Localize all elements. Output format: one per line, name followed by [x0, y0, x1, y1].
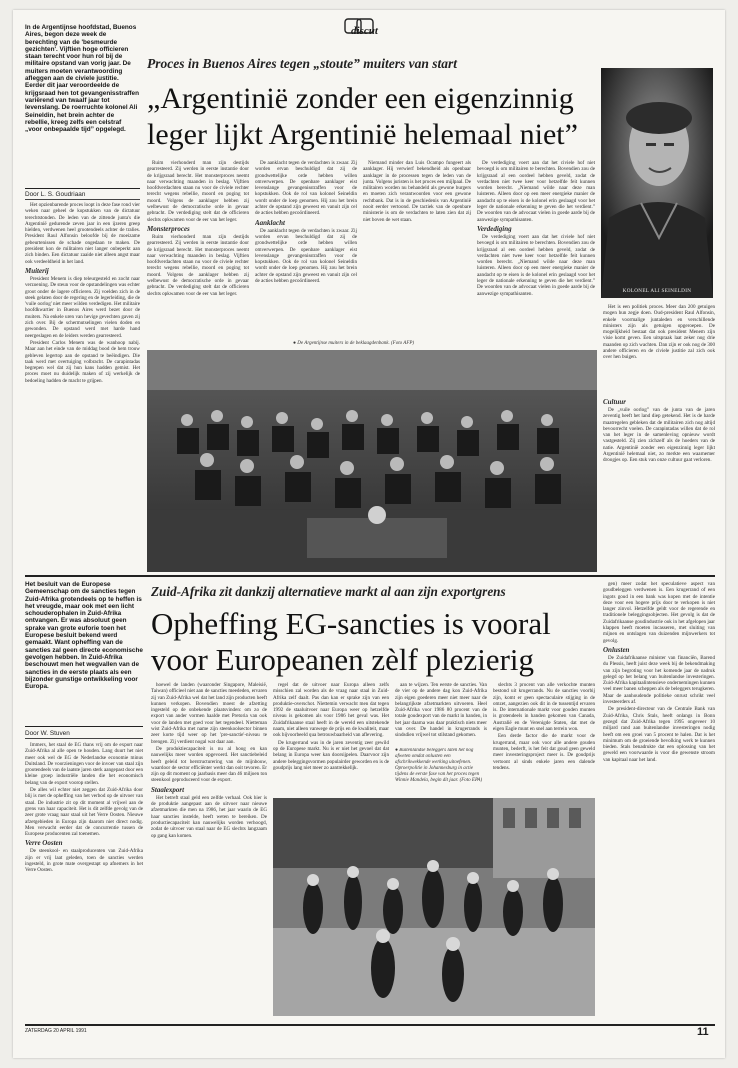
riot-image [273, 798, 595, 1016]
subhead-monsterproces: Monsterproces [147, 224, 190, 233]
courtroom-image [147, 350, 597, 572]
article2-headline-line2: voor Europeanen zèlf plezierig [151, 642, 535, 677]
subhead-muiterij: Muiterij [25, 266, 49, 275]
article1-paragraph: President Carlos Menem was de wanhoop nabij. Maar aan het einde van de middag bood de hem trouw gebleven legertop aan de opstand te beëindigen. Die taak werd met overtuiging volbracht. De carapintadas begrepen wel dat zij hun kans hadden gemist. Het proces moet nu duidelijk maken of zij werkelijk de bedoeling hadden de macht te grijpen. [25, 339, 140, 384]
article1-paragraph: Het is een politiek proces. Meer dan 200 getuigen mogen hun zegje doen. Oud-president Raul Alfonsin, enkele voormalige juntaleden en verschillende ministers zijn als getuigen opgeroepen. De mogelijkheid bestaat dat ook president Menem zijn visie komt geven. Een uitspraak laat zeker nog drie maanden op zich wachten. Dan zijn er ook nog de 300 andere officieren en de civiele justitie zal zich ook over hen buigen. [603, 304, 715, 361]
article2-paragraph: Een derde factor die de markt voor de krugerrand, maar ook voor alle andere gouden munten, bederft, is het feit dat goud geen geweld meer investeringsproject meer is. De goudprijs vertoont al sinds enkele jaren een dalende tendens. [493, 733, 595, 771]
article1-headline-line1: „Argentinië zonder een eigenzinnig [147, 82, 574, 115]
lead-rule [25, 726, 143, 727]
article2-paragraph: De president-directeur van de Centrale Bank van Zuid-Afrika, Chris Stals, heeft onlangs in Bonn gezegd dat Zuid-Afrika tegen 1995 ongeveer 10 miljard rand aan buitenlandse investeringen nodig heeft om een groei van 5 procent te halen. Dat is het minimum om de groeiende bevolking werk te kunnen bieden. Stals benadrukte dat een oplossing van het geweld een voorwaarde is voor die gewenste stroom van kapitaal naar het land. [603, 706, 715, 763]
article2-col6 [603, 581, 715, 1020]
article1-paragraph: De aanklacht tegen de verdachten is zwaar. Zij worden ervan beschuldigd dat zij de grondwettelijke orde hebben willen omverwerpen. De openbare aanklager eist levenslange gevangenisstraffen voor de kopstukken. Ook de rol van kolonel Seineldin wordt onder de loep genomen. Hij zou het brein achter de opstand zijn geweest en vanuit zijn cel de acties hebben gecoördineerd. [255, 227, 357, 285]
subhead-verre-oosten: Verre Oosten [25, 839, 63, 848]
article2-col4 [395, 682, 487, 744]
subhead-onlusten: Onlusten [603, 645, 630, 654]
subhead-cultuur: Cultuur [603, 398, 626, 406]
lead-rule [25, 188, 140, 189]
subhead-verdediging: Verdediging [477, 224, 512, 233]
portrait-caption: KOLONEL ALI SEINELDIN [622, 288, 692, 294]
logo-text: discut [351, 25, 378, 37]
subhead-aanklacht: Aanklacht [255, 218, 285, 227]
article1-paragraph: Niemand minder dan Luis Ocampo fungeert als aanklager. Hij verwierf bekendheid als openbaar aanklager in de processen tegen de leden van de junta. Volgens juristen is het proces een mijlpaal. De militairen worden nu behandeld als gewone burgers en moeten zich verantwoorden voor een gewone rechtbank. Dat is in de geschiedenis van Argentinië nooit eerder vertoond. De tactiek van de openbare ministerie is om de verdachten te laten zien dat zij niet boven de wet staan. [363, 160, 471, 223]
subhead-staalexport: Staalexport [151, 785, 185, 794]
article2-paragraph: regel dat de uitvoer naar Europa alleen zelfs misschien zal worden als de vraag naar staal in Zuid-Afrika zelf daalt. Pas dan kan er sprake zijn van een produktie-overschot. Niettemin verwacht men dat tegen 1992 de staaluitvoer naar Europa weer op hetzelfde niveau is gekomen als voor 1986 het geval was. Het Zuidafrikaanse staal heeft in de wereld een uitstekende naam, niet alleen vanwege de prijs en de kwaliteit, maar ook bijvoorbeeld qua betrouwbaarheid van aflevering. [273, 682, 389, 739]
article2-paragraph: aan te wijzen. Ten eerste de sancties. Van de vier op de andere dag kon Zuid-Afrika zijn eigen goederen meer niet meer naar de belangrijkste afzetmarkten uitvoeren. Heel Zuid-Afrika voor 1986 80 procent van de totale goudexport van de markt in handen, in het jaar daarna was daar praktisch niets meer van over. De handel in krugerrands is sindsdien vrijwel tot stilstand gekomen. [395, 682, 487, 739]
courtroom-caption: ● De Argentijnse muiters in de beklaagdenbank. (Foto AFP) [293, 341, 415, 346]
article2-paragraph: De steenkool- en staalproducenten van Zuid-Afrika zijn er vrij laat geleden, toen de sancties werden ingesteld, in grote mate overgestapt op afnemers in het Verre Oosten. [25, 848, 143, 874]
article2-headline-line1: Opheffing EG-sancties is vooral [151, 606, 551, 641]
article1-paragraph: Ruim vierhonderd man zijn destijds gearresteerd. Zij werden in eerste instantie door de krijgsraad berecht. Het monsterproces neemt naar verwachting maanden in beslag. Vijftien hoofdverdachten staan nu voor de civiele rechter terecht wegens rebellie, moord en poging tot moord. Volgens de aanklager hebben zij welbewust de democratische orde in gevaar gebracht. De verdediging stelt dat de officieren slechts opkwamen voor de eer van het leger. [147, 233, 249, 297]
article1-col1 [25, 202, 140, 570]
article2-paragraph: gen) meer zodat het speculatieve aspect van goudbeleggen verdwenen is. Een krugerrand of een ingots goud in een bank was kopen met de intentie deze voor een hogere prijs door te verkopen is niet langer zinvol. Hetzelfde geldt voor de regerende en traditionele beleggingsobjecten. Het gevolg is dat de Zuidafrikaanse goudindustrie ook in het afgelopen jaar klappen heeft moeten incasseren, met sluiting van mijnen en ontslagen van duizenden mijnwerkers tot gevolg. [603, 581, 715, 644]
article1-paragraph: De verdediging voert aan dat het civiele hof niet bevoegd is om militairen te berechten. Bovendien zou de krijgsraad al een oordeel hebben geveld, zodat de verdachten niet twee keer voor hetzelfde feit kunnen worden berecht. „Niemand wilde naar deze man luisteren. Alleen door op een meer energieke manier de aandacht op te eisen is de kolonel erin geslaagd voor het leger de nationale erkenning te geven die het verdient.” De woorden van de advocaat vielen in goede aarde bij de aanwezige sympathisanten. [477, 160, 595, 223]
newspaper-page [13, 10, 725, 1058]
article2-paragraph: De alles wil echter niet zeggen dat Zuid-Afrika door blij is met de opheffing van het verbod op de uitvoer van staal. De industrie zit op dit moment al vrijwel aan de grens van haar capaciteit. Het is dit zelfde gevolg van de zeer grote vraag naar staal uit het Verre Oosten. Nieuwe afzetgebieden in Europa zijn daarom niet direct nodig. Men verwacht eerder dat de concurrentie tussen de Europese producenten zal toenemen. [25, 787, 143, 838]
article1-headline-line2: leger lijkt Argentinië helemaal niet” [147, 118, 578, 151]
courtroom-photo [147, 350, 597, 572]
masthead-logo [339, 16, 409, 38]
article2-paragraph: slechts 3 procent van alle verkochte munten bestond uit krugerrands. Nu de sancties voorbij zijn, komt er geen spectaculaire stijging in de omzet, aangezien ook dit in de tussentijd ervaren is. De internationale markt voor gouden munten is grotendeels in handen gekomen van Canada, Australië en de Verenigde Staten, dat met de eigen Eagle munt en snel aan terrein won. [493, 682, 595, 733]
article1-paragraph: De „vuile oorlog” van de junta van de jaren zeventig heeft het land diep getekend. Het is de harde maatregelen gebleken dat de militairen zich nog altijd bevoorrecht voelen. De carapintadas willen dat de rol van het leger in de samenleving opnieuw wordt vastgesteld. Zij zien zichzelf als de hoeders van de natie. Argentinië zonder een eigenzinnig leger lijkt Argentinië helemaal niet, zo merkte een waarnemer droogjes op. Een stuk van onze cultuur gaat verloren. [603, 407, 715, 464]
portrait-image [601, 68, 713, 298]
article2-col5 [493, 682, 595, 794]
article2-paragraph: De Zuidafrikaanse minister van financiën, Barend du Plessis, heeft juist deze week bij de bekendmaking van zijn begroting voor het komende jaar de nadruk gelegd op het belang van buitenlandse investeringen. Zuid-Afrika kapitaalintensieve ondernemingen kunnen veel meer banen scheppen als de beleggers terugkeren. Maar de aanhoudende politieke onrust schrikt veel investeerders af. [603, 654, 715, 706]
article1-col4 [363, 160, 471, 338]
article1-col2 [147, 160, 249, 338]
article1-col5 [477, 160, 595, 338]
article2-col2 [151, 682, 267, 1020]
article1-col7 [603, 396, 715, 572]
riot-photo [273, 798, 595, 1016]
riot-caption: ● Buitenlandse beleggers laten het nog afweten omdat onlusten een afschrikwekkende werking uitoefenen. Oproerpolitie in Johannesburg in actie tijdens de eerste fase van het proces tegen Winnie Mandela, begin dit jaar. (Foto EPA) [395, 748, 483, 783]
article2-paragraph: De produktiecapaciteit is nu al hoog en kan nauwelijks meer worden opgevoerd. Het sanctiebeleid heeft geleid tot herstructurering van de mijnbouw, waardoor de sector efficiënter werkt dan ooit tevoren. Er zijn op dit moment op jaarbasis meer dan 46 miljoen ton steenkool geproduceerd voor de export. [151, 745, 267, 784]
footer-rule [25, 1024, 715, 1026]
article1-paragraph: President Menem is diep teleurgesteld en zocht naar verzoening. De steun voor de opstandelingen was echter groot onder de lagere officieren. Zij voelden zich in de steek gelaten door de regering en de legerleiding, die de 'vuile oorlog' niet meer wilden verdedigen. Het militaire hoofdkwartier in Buenos Aires werd bezet door de muiters. Na enkele uren van hevige gevechten gaven zij zich over. Bij de schermutselingen vielen doden en gewonden. De opstand werd met harde hand neergeslagen en de leiders werden gearresteerd. [25, 275, 140, 339]
article2-paragraph: De krugerrand was in de jaren zeventig zeer gewild op de Europese markt. Nu is er niet het gevoel dat dat belang in Europa weer kan doorsijpelen. Daarvoor zijn andere beleggingsvormen populairder geworden en is de goudprijs lang niet meer zo aantrekkelijk. [273, 739, 389, 771]
page-number: 11 [697, 1026, 709, 1038]
footer-date: ZATERDAG 20 APRIL 1991 [25, 1028, 87, 1034]
article1-byline: Door L. S. Goudriaan [25, 191, 140, 200]
article1-col3 [255, 160, 357, 338]
article1-paragraph: De verdediging voert aan dat het civiele hof niet bevoegd is om militairen te berechten. Bovendien zou de krijgsraad al een oordeel hebben geveld, zodat de verdachten niet twee keer voor hetzelfde feit kunnen worden berecht. „Niemand wilde naar deze man luisteren. Alleen door op een meer energieke manier de aandacht op te eisen is de kolonel erin geslaagd voor het leger de nationale erkenning te geven die het verdient.” De woorden van de advocaat vielen in goede aarde bij de aanwezige sympathisanten. [477, 233, 595, 297]
article2-paragraph: hoewel de landen (waaronder Singapore, Maleisië, Taiwan) officieel niet aan de sancties meededen, ervaren zij van Zuid-Afrika wel dat het land zijn producten heeft kunnen verkopen. Bovendien moest de afzetting ingesteld op de onbekende plaatsvinden: om zo de export van ander vormen haalde met Pretoria van ook voor de landen met goed voor het tegendeel. Nietteman wist Zuid-Afrika met name zijn steenkoolsector binnen zeer korte tijd weer op het 'pre-sanctie'-niveau te brengen. Zij verdient nogal wat daar aan. [151, 682, 267, 745]
article1-paragraph: De aanklacht tegen de verdachten is zwaar. Zij worden ervan beschuldigd dat zij de grondwettelijke orde hebben willen omverwerpen. De openbare aanklager eist levenslange gevangenisstraffen voor de kopstukken. Ook de rol van kolonel Seineldin wordt onder de loep genomen. Hij zou het brein achter de opstand zijn geweest en vanuit zijn cel de acties hebben gecoördineerd. [255, 160, 357, 217]
article1-col6 [603, 304, 715, 394]
article1-lead: In de Argentijnse hoofdstad, Buenos Aires, begon deze week de berechting van de 'besmeurde gezichten'. Vijftien hoge officieren staan terecht voor hun rol bij de militaire opstand van vorig jaar. De muiters moeten verantwoording afleggen aan de civiele justitie. Eerder dit jaar veroordeelde de krijgsraad hen tot gevangenisstraffen variërend van twaalf jaar tot levenslang. De roerruchte kolonel Ali Seineldin, het brein achter de rebellie, kreeg zelfs een celstraf „voor onbepaalde tijd” opgelegd. [25, 24, 139, 134]
article1-paragraph: Ruim vierhonderd man zijn destijds gearresteerd. Zij werden in eerste instantie door de krijgsraad berecht. Het monsterproces neemt naar verwachting maanden in beslag. Vijftien hoofdverdachten staan nu voor de civiele rechter terecht wegens rebellie, moord en poging tot moord. Volgens de aanklager hebben zij welbewust de democratische orde in gevaar gebracht. De verdediging stelt dat de officieren slechts opkwamen voor de eer van het leger. [147, 160, 249, 223]
section-divider [25, 575, 715, 577]
article2-col3 [273, 682, 389, 794]
article1-paragraph: Het opzienbarende proces loopt in deze fase rond vier weken naar geheel de kopstukken van de dictatuur terechtstonden. De leden van de zittende junta's die Argentinië gedurende zeven jaar in een ijzeren greep hielden, verdwenen heel grootendeels achter de tralies. President Raul Alfonsin beloofde bij de moeizame gebeurtenissen de schade ongedaan te maken. De president kon de militairen niet langer onbeperkt aan zich binden. Een dictatuur zaaide niet alleen angst maar ook verdeeldheid in het land. [25, 202, 140, 265]
article2-col1 [25, 742, 143, 1020]
article2-kicker: Zuid-Afrika zit dankzij alternatieve markt al aan zijn exportgrens [151, 584, 506, 599]
article2-paragraph: Het betreft staal geld een zelfde verhaal. Ook hier is de produktie aangepast aan de uitvoer naar nieuwe afzetmarkten die men na 1986, het jaar waarin de EG haar sancties instelde, heeft weten te bereiken. De productiecapaciteit kan nauwelijks worden verhoogd, zodat de uitvoer van staal naar de EG slechts langzaam op gang kan komen. [151, 794, 267, 839]
portrait-photo [601, 68, 713, 298]
article2-lead: Het besluit van de Europese Gemeenschap om de sancties tegen Zuid-Afrika grotendeels op te heffen is het vreugde, maar ook met een licht schouderophalen in Zuid-Afrika ontvangen. Er was absoluut geen sprake van grote euforie toen het Europese besluit bekend werd gemaakt. Want opheffing van de sancties zal geen directe economische gevolgen hebben. In Zuid-Afrika beschouwt men het wegvallen van de sancties in de eerste plaats als een bijzonder gunstige ontwikkeling voor Europa. [25, 581, 143, 691]
article1-kicker: Proces in Buenos Aires tegen „stoute” muiters van start [147, 56, 458, 71]
article2-byline: Door W. Stuven [25, 730, 143, 739]
article2-paragraph: Immers, het staal de EG thans vrij om de export naar Zuid-Afrika al alle open te houden. Lang duurt het niet meer ook wel de EG de Nederlandse economie minus Duitsland. De voorzieningen voor de invoer van staal zijn grootendeels van de laatste jaren sterk aangepast door een kleine groep industriële landen die het economisch belang van de export voorop stellen. [25, 742, 143, 786]
